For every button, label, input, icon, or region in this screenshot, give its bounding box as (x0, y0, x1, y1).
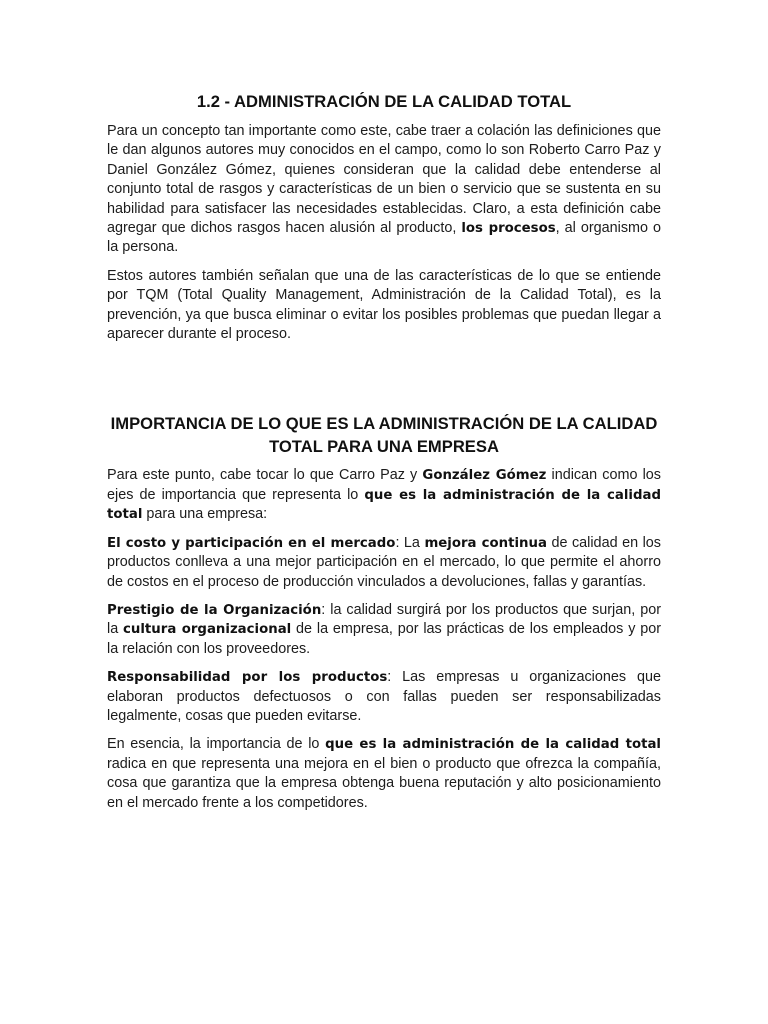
paragraph (107, 122, 661, 258)
text-run: Para un concepto tan importante como este, cabe traer a colación las definiciones que le dan algunos autores muy conocidos en el campo, como lo son Roberto Carro Paz y Daniel González Gómez, quienes consideran que la calidad debe entenderse al conjunto total de rasgos y características de un bien o servicio que se sustenta en su habilidad para satisfacer las necesidades establecidas. Claro, a esta definición cabe agregar que dichos rasgos hacen alusión al producto, (107, 123, 661, 237)
section-body-importancia (107, 466, 661, 813)
text-run: indican como los ejes de importancia que representa lo (107, 467, 661, 503)
paragraph (107, 735, 661, 813)
text-run: de calidad en los productos conlleva a una mejor participación en el mercado, lo que permite el ahorro de costos en el proceso de producción vinculados a devoluciones, fallas y garantías. (107, 534, 661, 590)
bold-text-run: El costo y participación en el mercado (107, 535, 396, 551)
paragraph (107, 466, 661, 524)
text-run: En esencia, la importancia de lo (107, 736, 326, 753)
bold-text-run: González Gómez (422, 468, 547, 484)
text-run: radica en que representa una mejora en el bien o producto que ofrezca la compañía, cosa que garantiza que la empresa obtenga buena reputación y alto posicionamiento en el mercado frente a los competidores. (107, 755, 661, 811)
text-run: de la empresa, por las prácticas de los empleados y por la relación con los proveedores. (107, 621, 662, 657)
text-run: Para este punto, cabe tocar lo que Carro Paz y (107, 467, 423, 484)
text-run: , al organismo o la persona. (107, 220, 662, 256)
bold-text-run: Responsabilidad por los productos (107, 670, 388, 686)
section-title-calidad-total: 1.2 - ADMINISTRACIÓN DE LA CALIDAD TOTAL (196, 92, 572, 111)
paragraph (107, 534, 661, 592)
bold-text-run: que es la administración de la calidad total (325, 737, 661, 753)
paragraph (107, 601, 661, 659)
bold-text-run: mejora continua (424, 535, 547, 551)
bold-text-run: cultura organizacional (123, 622, 292, 638)
text-run: : La (395, 534, 425, 551)
paragraph (107, 668, 661, 726)
bold-text-run: Prestigio de la Organización (107, 602, 322, 618)
text-run: Estos autores también señalan que una de las características de lo que se entiende por TQM (Total Quality Management, Administración de la Calidad Total), es la prevención, ya que busca eliminar o evitar los posibles problemas que puedan llegar a aparecer durante el proceso. (107, 267, 661, 343)
text-run: : la calidad surgirá por los productos que surjan, por la (107, 601, 661, 638)
bold-text-run: los procesos (461, 221, 556, 237)
document-page (107, 92, 661, 822)
paragraph (107, 267, 661, 345)
text-run: para una empresa: (142, 506, 268, 523)
section-title-importancia: IMPORTANCIA DE LO QUE ES LA ADMINISTRACIÓN DE LA CALIDAD TOTAL PARA UNA EMPRESA (110, 414, 658, 457)
bold-text-run: que es la administración de la calidad total (107, 487, 661, 523)
text-run: : Las empresas u organizaciones que elaboran productos defectuosos o con fallas pueden ser responsabilizadas legalmente, cosas que pueden evitarse. (107, 669, 661, 724)
section-body-calidad-total (107, 122, 661, 344)
